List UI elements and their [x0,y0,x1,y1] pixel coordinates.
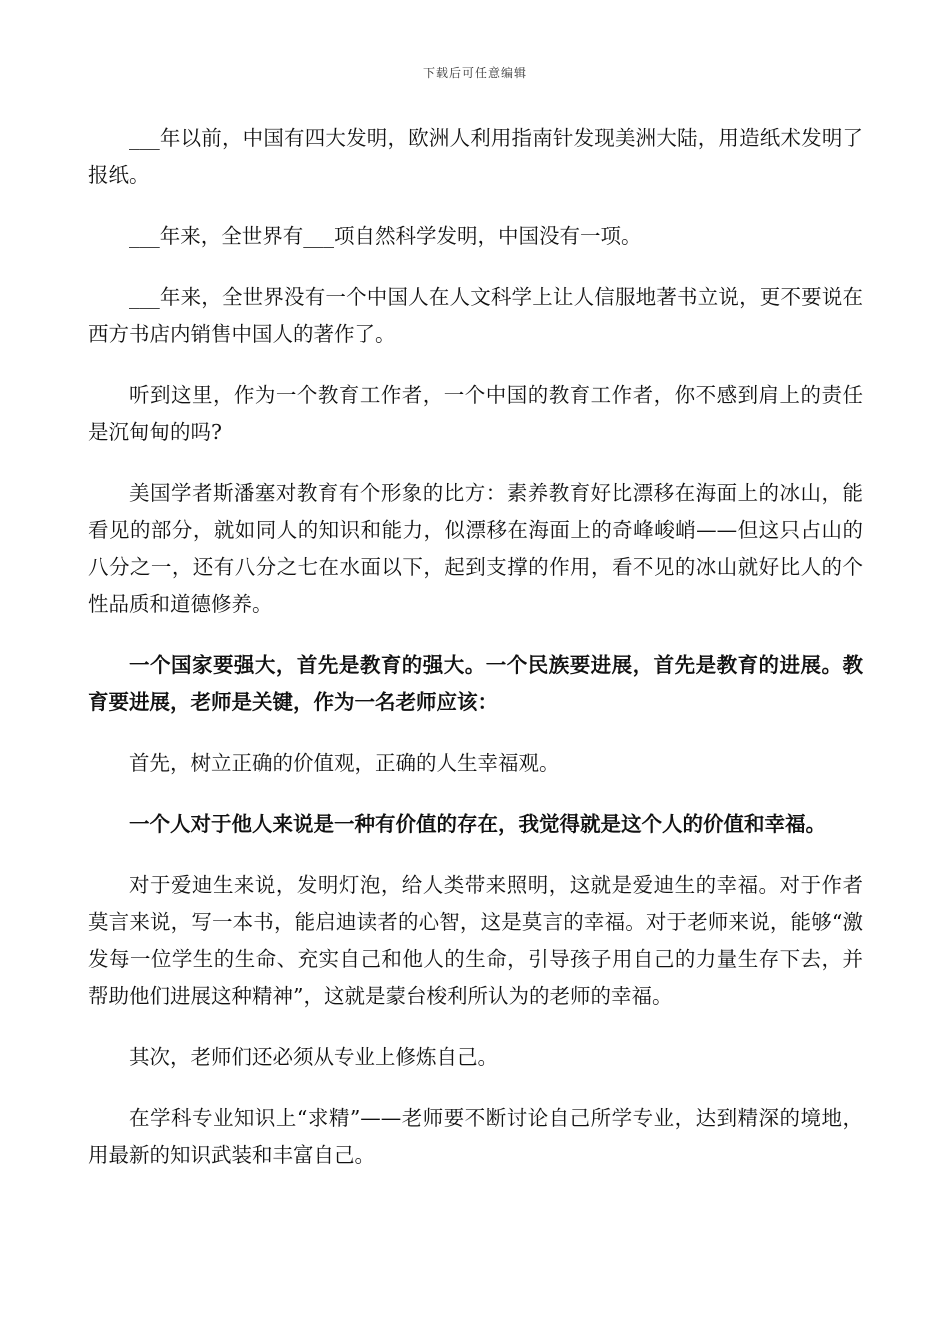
paragraph-6-bold: 一个国家要强大，首先是教育的强大。一个民族要进展，首先是教育的进展。教育要进展，老师是关键，作为一名老师应该： [88,653,863,714]
paragraph-7: 首先，树立正确的价值观，正确的人生幸福观。 [129,751,560,775]
paragraph-3: ___年来，全世界没有一个中国人在人文科学上让人信服地著书立说，更不要说在西方书店内销售中国人的著作了。 [88,285,863,346]
paragraph-10: 其次，老师们还必须从专业上修炼自己。 [129,1045,498,1069]
paragraph-8-bold: 一个人对于他人来说是一种有价值的存在，我觉得就是这个人的价值和幸福。 [129,812,826,836]
paragraph-2: ___年来，全世界有___项自然科学发明，中国没有一项。 [129,224,642,248]
paragraph-9: 对于爱迪生来说，发明灯泡，给人类带来照明，这就是爱迪生的幸福。对于作者莫言来说，写一本书，能启迪读者的心智，这是莫言的幸福。对于老师来说，能够“激发每一位学生的生命、充实自己和他人的生命，引导孩子用自己的力量生存下去，并帮助他们进展这种精神”，这就是蒙台梭利所认为的老师的幸福。 [88,873,863,1008]
paragraph-11: 在学科专业知识上“求精”——老师要不断讨论自己所学专业，达到精深的境地，用最新的知识武装和丰富自己。 [88,1106,863,1167]
document-body [88,120,863,1198]
paragraph-1: ___年以前，中国有四大发明，欧洲人利用指南针发现美洲大陆，用造纸术发明了报纸。 [88,126,863,187]
paragraph-4: 听到这里，作为一个教育工作者，一个中国的教育工作者，你不感到肩上的责任是沉甸甸的吗? [88,383,863,444]
paragraph-5: 美国学者斯潘塞对教育有个形象的比方：素养教育好比漂移在海面上的冰山，能看见的部分，就如同人的知识和能力，似漂移在海面上的奇峰峻峭——但这只占山的八分之一，还有八分之七在水面以下，起到支撑的作用，看不见的冰山就好比人的个性品质和道德修养。 [88,481,863,616]
page-header: 下载后可任意编辑 [422,66,527,80]
